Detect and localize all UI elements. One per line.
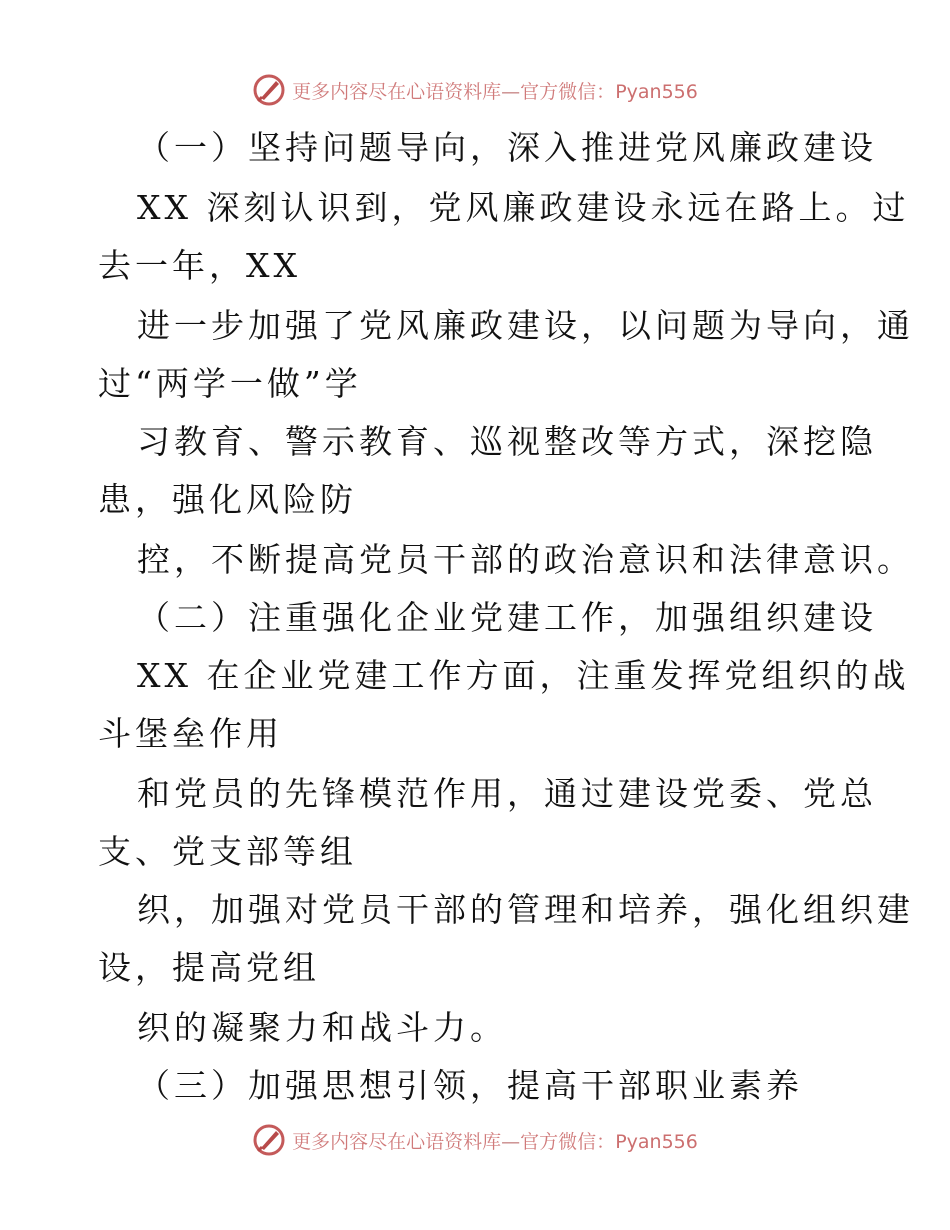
footer-watermark [0,1120,950,1160]
paragraph-line: 去一年，XX [98,246,301,285]
section-heading-2: （二）注重强化企业党建工作，加强组织建设 [137,598,877,637]
watermark-brand: 更多内容尽在心语资料库 [292,80,502,103]
watermark-brand: 更多内容尽在心语资料库 [292,1130,502,1153]
paragraph-line: 控，不断提高党员干部的政治意识和法律意识。 [137,540,914,579]
paragraph-line: XX 深刻认识到，党风廉政建设永远在路上。过 [137,188,910,227]
quill-logo-icon [252,1123,286,1157]
paragraph-line: 进一步加强了党风廉政建设，以问题为导向，通 [137,306,914,345]
watermark-text [292,1127,698,1154]
paragraph-line: 习教育、警示教育、巡视整改等方式，深挖隐 [137,422,877,461]
paragraph-line: 过“两学一做”学 [98,364,362,403]
paragraph-line: 斗堡垒作用 [98,714,283,753]
watermark-wechat-id: Pyan556 [615,1130,698,1153]
paragraph-line: 支、党支部等组 [98,832,357,871]
paragraph-line: XX 在企业党建工作方面，注重发挥党组织的战 [137,656,910,695]
paragraph-line: 织的凝聚力和战斗力。 [137,1008,507,1047]
header-watermark [0,70,950,110]
section-heading-1: （一）坚持问题导向，深入推进党风廉政建设 [137,128,877,167]
watermark-text [292,77,698,104]
paragraph-line: 织，加强对党员干部的管理和培养，强化组织建 [137,890,914,929]
quill-logo-icon [252,73,286,107]
watermark-separator: — [501,1130,521,1153]
watermark-wechat-id: Pyan556 [615,80,698,103]
paragraph-line: 和党员的先锋模范作用，通过建设党委、党总 [137,774,877,813]
watermark-separator: — [501,80,521,103]
paragraph-line: 患，强化风险防 [98,480,357,519]
paragraph-line: 设，提高党组 [98,948,320,987]
watermark-official-label: 官方微信： [520,80,616,103]
watermark-official-label: 官方微信： [520,1130,616,1153]
section-heading-3: （三）加强思想引领，提高干部职业素养 [137,1066,803,1105]
